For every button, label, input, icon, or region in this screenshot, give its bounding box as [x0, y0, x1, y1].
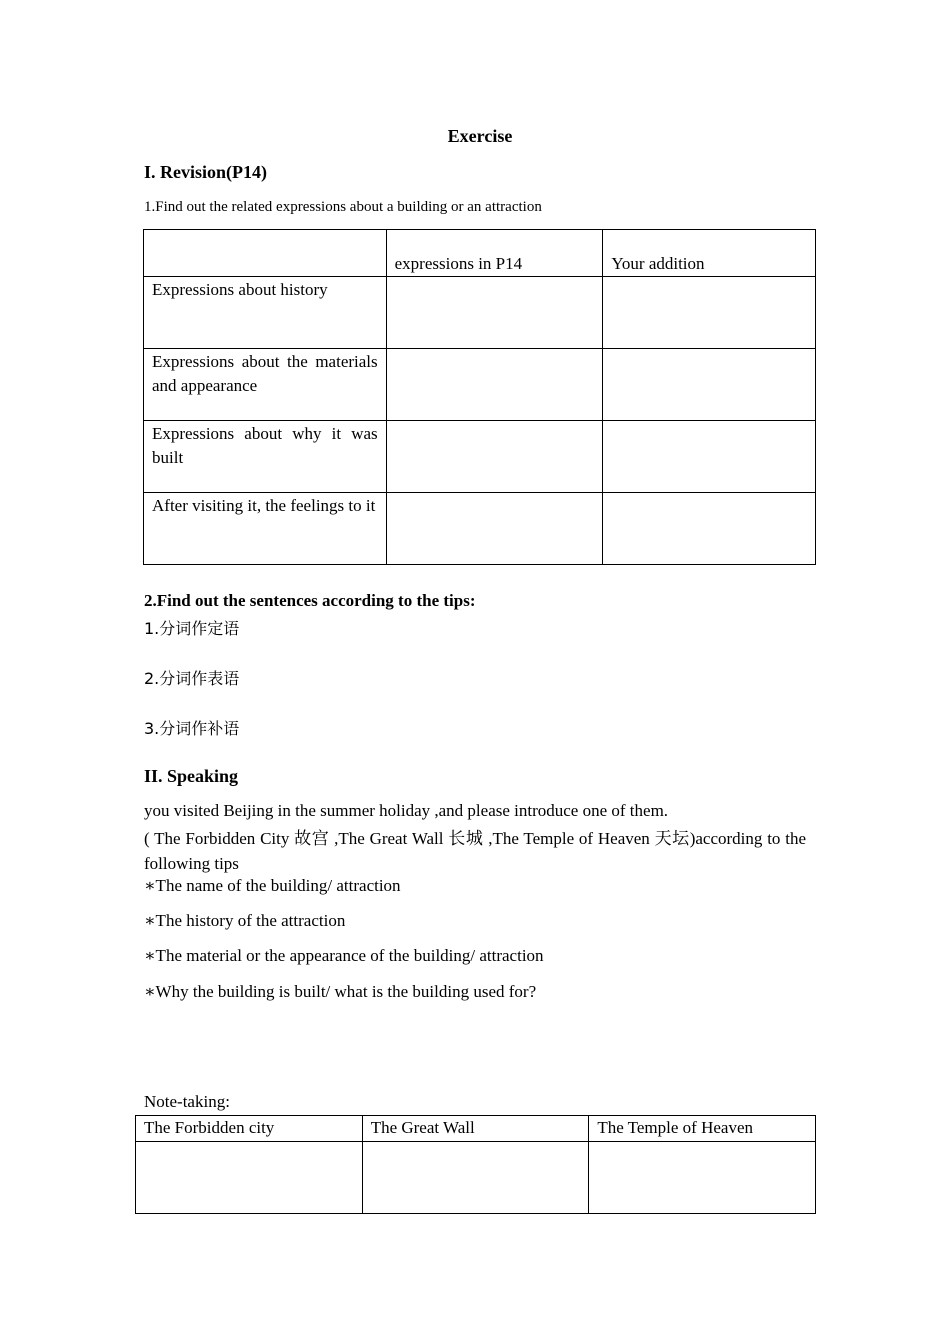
table-cell [386, 277, 603, 349]
table-cell [386, 493, 603, 565]
table-header-cell: The Temple of Heaven [589, 1116, 816, 1142]
table-row [144, 349, 816, 421]
section-2-heading: II. Speaking [144, 766, 239, 786]
note-taking-table [135, 1115, 816, 1214]
tip-item: 2.分词作表语 [144, 669, 240, 688]
table-cell [603, 349, 816, 421]
task-1-instruction: 1.Find out the related expressions about a building or an attraction [144, 199, 542, 215]
table-cell [136, 1142, 363, 1214]
tip-item: 1.分词作定语 [144, 619, 240, 638]
table-header-cell: The Great Wall [362, 1116, 589, 1142]
row-label: Expressions about why it was built [144, 421, 387, 493]
table-cell [589, 1142, 816, 1214]
table-header-cell: Your addition [603, 230, 816, 277]
speaking-tip-bullet: ∗The name of the building/ attraction [144, 876, 401, 895]
table-cell [603, 421, 816, 493]
speaking-tip-bullet: ∗The material or the appearance of the building/ attraction [144, 946, 544, 965]
note-taking-label: Note-taking: [144, 1092, 230, 1111]
table-header-cell [144, 230, 387, 277]
row-label: Expressions about the materials and appearance [144, 349, 387, 421]
tip-item: 3.分词作补语 [144, 719, 240, 738]
section-1-heading: I. Revision(P14) [144, 162, 267, 182]
table-cell [386, 349, 603, 421]
speaking-intro-line2: ( The Forbidden City 故宫 ,The Great Wall 长城 ,The Temple of Heaven 天坛)according to the following tips [144, 829, 806, 873]
page-title: Exercise [447, 126, 513, 146]
speaking-intro-line1: you visited Beijing in the summer holiday ,and please introduce one of them. [144, 801, 669, 820]
table-header-cell: expressions in P14 [386, 230, 603, 277]
table-row [136, 1142, 816, 1214]
task-2-instruction: 2.Find out the sentences according to the tips: [144, 591, 476, 610]
table-row [144, 421, 816, 493]
table-header-row [136, 1116, 816, 1142]
row-label: Expressions about history [144, 277, 387, 349]
speaking-tip-bullet: ∗The history of the attraction [144, 911, 346, 930]
speaking-tip-bullet: ∗Why the building is built/ what is the building used for? [144, 982, 537, 1001]
table-cell [386, 421, 603, 493]
table-cell [603, 493, 816, 565]
table-row [144, 277, 816, 349]
table-row [144, 493, 816, 565]
expressions-table [143, 229, 816, 565]
table-cell [362, 1142, 589, 1214]
table-cell [603, 277, 816, 349]
table-header-cell: The Forbidden city [136, 1116, 363, 1142]
table-header-row [144, 230, 816, 277]
row-label: After visiting it, the feelings to it [144, 493, 387, 565]
